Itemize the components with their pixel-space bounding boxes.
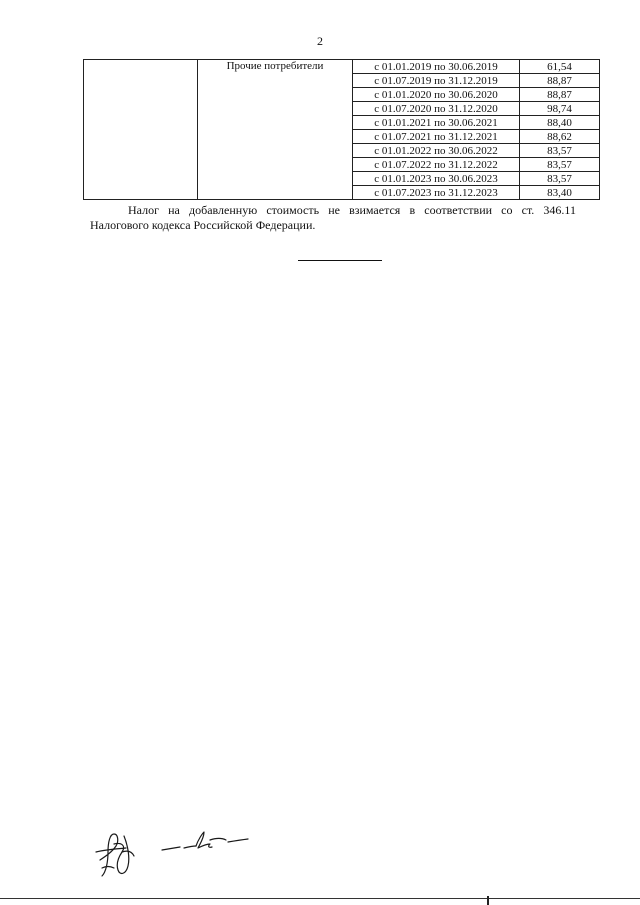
- consumer-category-cell: Прочие потребители: [198, 60, 353, 200]
- empty-cell: [84, 60, 198, 200]
- period-cell: с 01.07.2023 по 31.12.2023: [353, 186, 520, 200]
- tax-note: Налог на добавленную стоимость не взимается в соответствии со ст. 346.11 Налогового кодекса Российской Федерации.: [90, 203, 576, 232]
- footer-rule: [0, 898, 640, 899]
- signature: [92, 822, 262, 882]
- tariff-value-cell: 83,40: [520, 186, 600, 200]
- period-cell: с 01.07.2020 по 31.12.2020: [353, 102, 520, 116]
- period-cell: с 01.01.2019 по 30.06.2019: [353, 60, 520, 74]
- period-cell: с 01.07.2019 по 31.12.2019: [353, 74, 520, 88]
- handwritten-signature-icon: [92, 822, 262, 882]
- end-of-text-rule: [298, 260, 382, 261]
- period-cell: с 01.01.2023 по 30.06.2023: [353, 172, 520, 186]
- tariff-value-cell: 83,57: [520, 158, 600, 172]
- tariff-value-cell: 98,74: [520, 102, 600, 116]
- period-cell: с 01.07.2021 по 31.12.2021: [353, 130, 520, 144]
- tariff-value-cell: 88,87: [520, 74, 600, 88]
- period-cell: с 01.01.2022 по 30.06.2022: [353, 144, 520, 158]
- tariff-table: [83, 59, 600, 200]
- tariff-value-cell: 88,87: [520, 88, 600, 102]
- tariff-value-cell: 61,54: [520, 60, 600, 74]
- tariff-value-cell: 88,62: [520, 130, 600, 144]
- page-number: 2: [317, 34, 323, 48]
- tariff-value-cell: 88,40: [520, 116, 600, 130]
- period-cell: с 01.07.2022 по 31.12.2022: [353, 158, 520, 172]
- tariff-value-cell: 83,57: [520, 172, 600, 186]
- tariff-value-cell: 83,57: [520, 144, 600, 158]
- period-cell: с 01.01.2020 по 30.06.2020: [353, 88, 520, 102]
- tariff-table-body: [84, 60, 600, 200]
- table-row: [84, 60, 600, 74]
- period-cell: с 01.01.2021 по 30.06.2021: [353, 116, 520, 130]
- footer-mark: [487, 896, 489, 905]
